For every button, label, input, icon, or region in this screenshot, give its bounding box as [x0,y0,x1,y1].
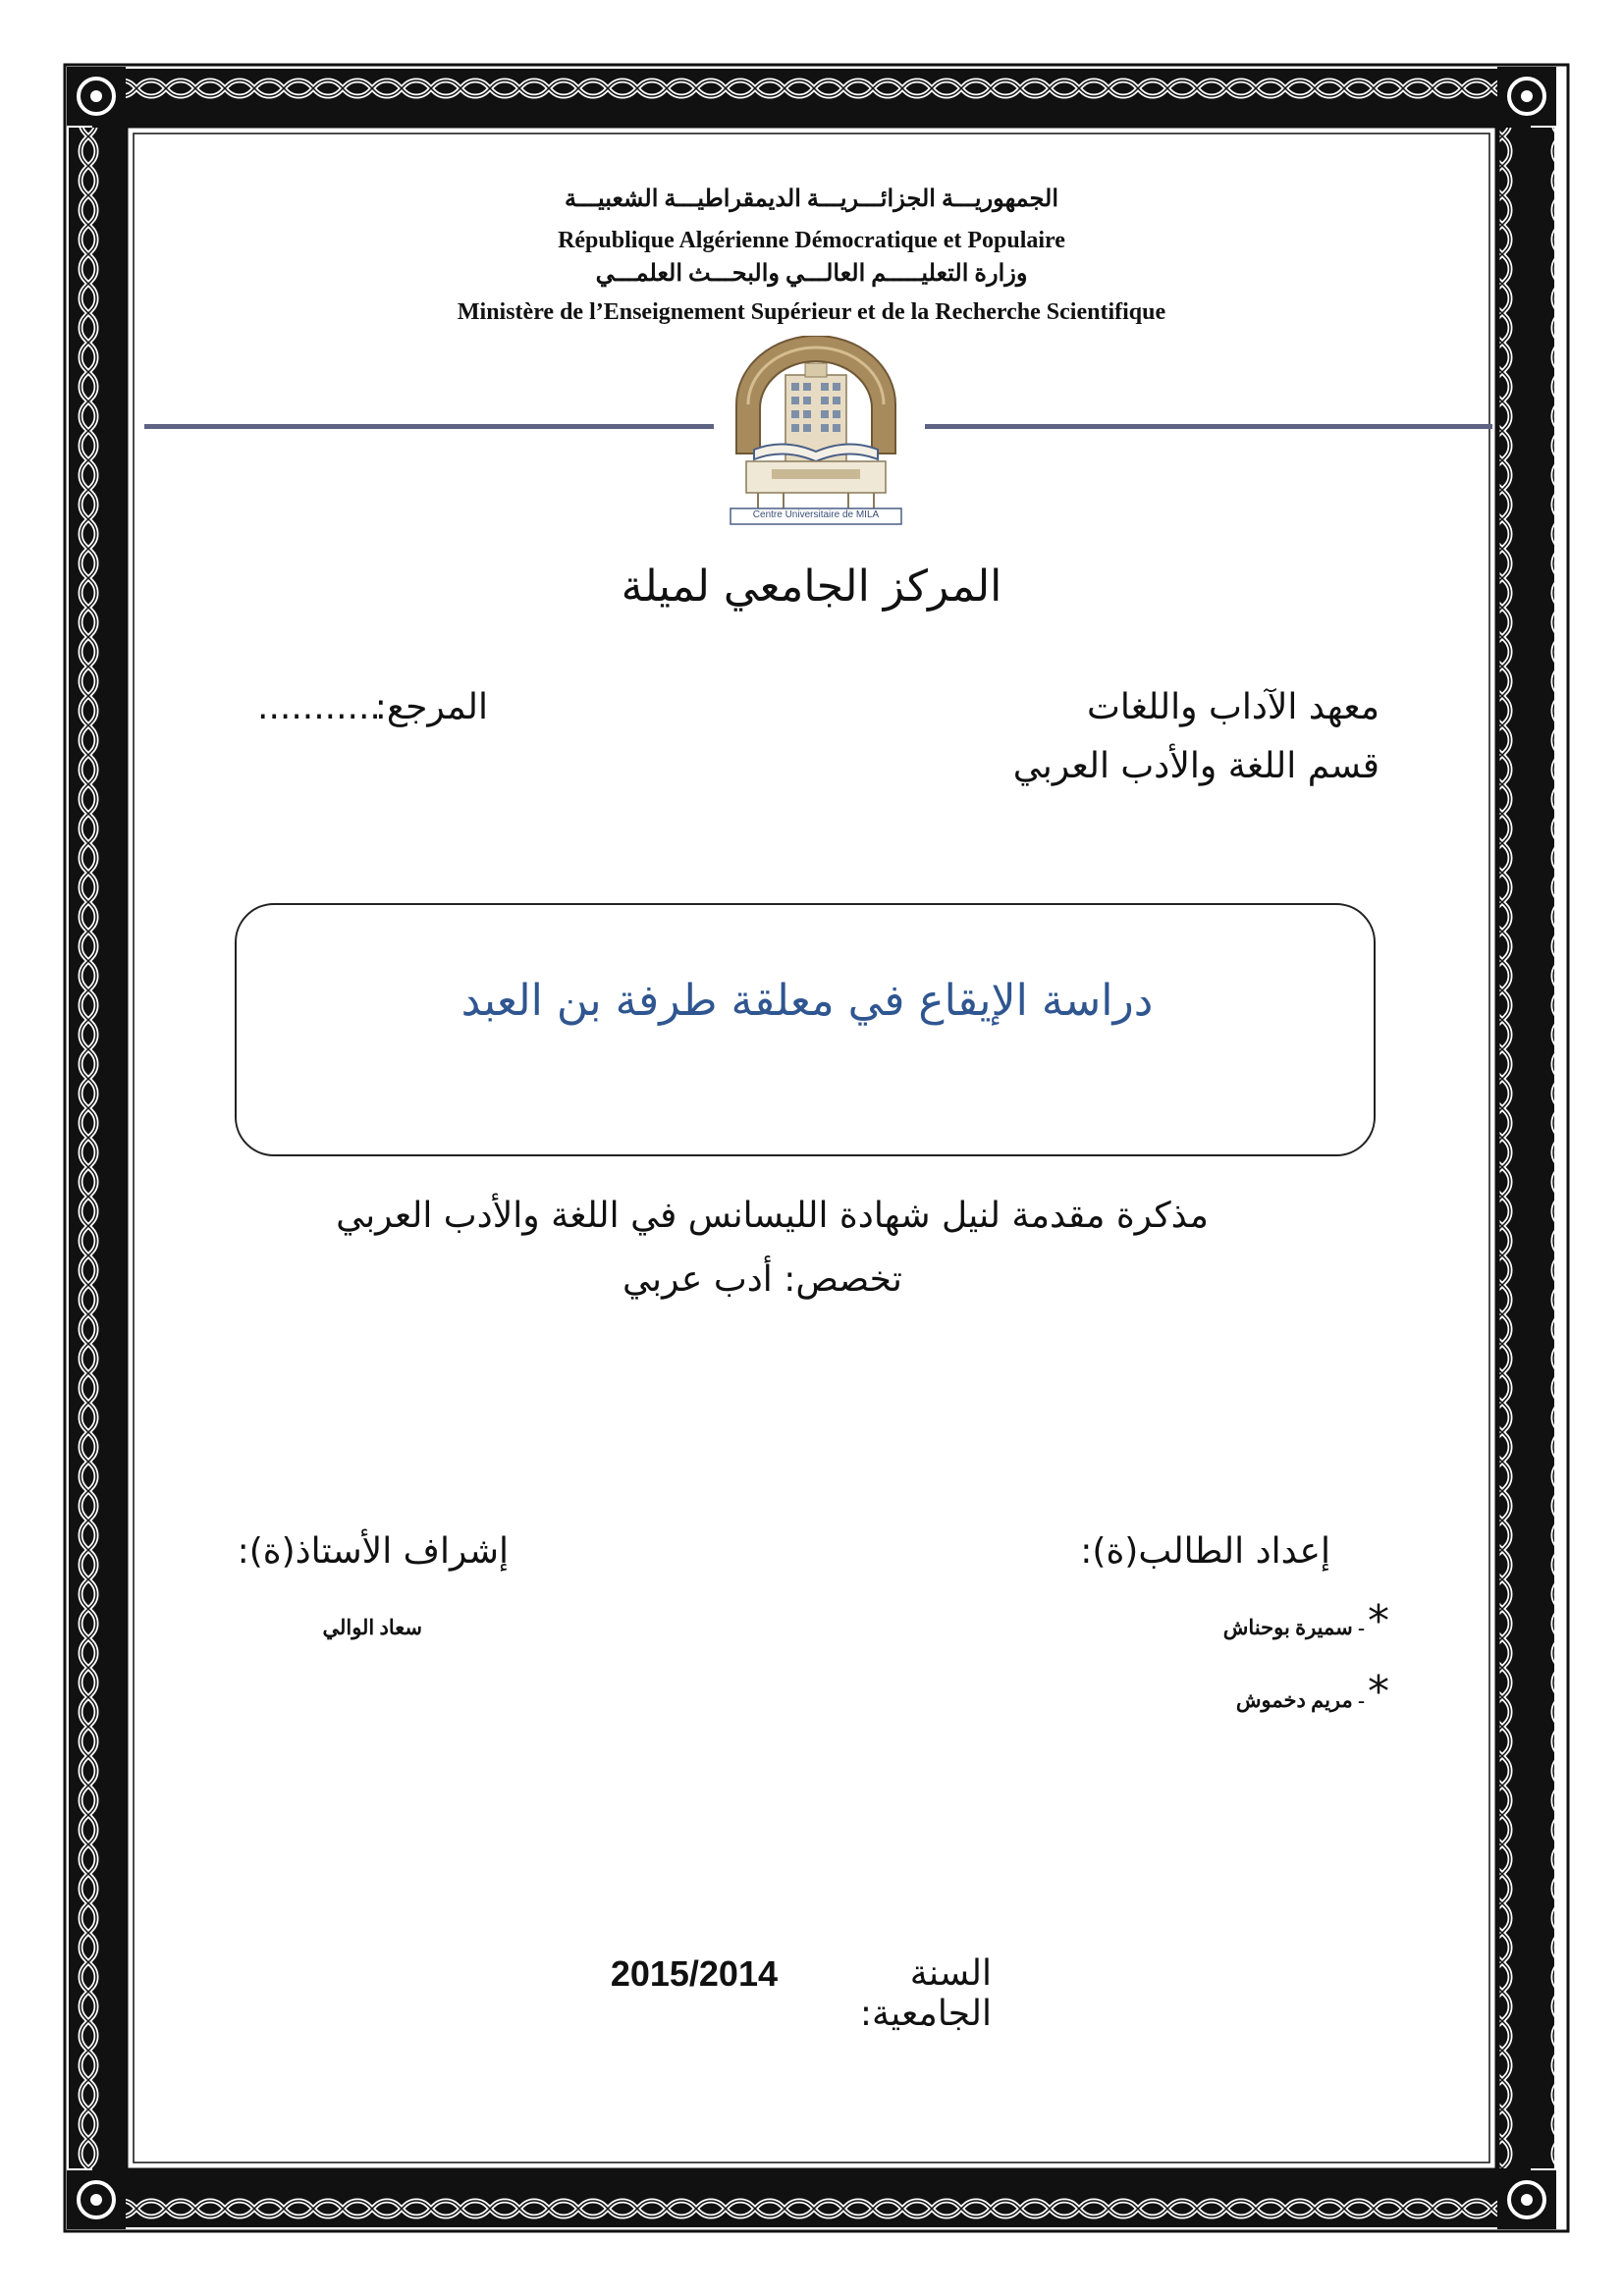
logo-caption: Centre Universitaire de MILA [752,509,880,520]
supervisor-label: إشراف الأستاذ(ة): [237,1531,509,1572]
republic-arabic: الجمهوريـــة الجزائـــريـــة الديمقراطيـــة الشعبيـــة [565,187,1058,212]
bullet-star-icon: * [1368,1596,1389,1646]
center-name: المركز الجامعي لميلة [621,561,1002,612]
student-name: - مريم دخموش [1235,1688,1365,1712]
ministry-french: Ministère de l’Enseignement Supérieur et de la Recherche Scientifique [457,299,1166,325]
academic-year-label: السنة الجامعية: [859,1953,992,2034]
republic-french: République Algérienne Démocratique et Populaire [558,228,1065,253]
ministry-arabic: وزارة التعليـــــم العالـــي والبحـــث العلمـــي [595,261,1028,287]
reference-value: ........... [257,687,381,727]
department-name: قسم اللغة والأدب العربي [1012,746,1380,786]
bullet-star-icon: * [1368,1667,1389,1717]
university-logo [725,336,907,526]
institute-name: معهد الآداب واللغات [1087,687,1380,727]
student-name: - سميرة بوحناش [1222,1616,1365,1639]
degree-line: مذكرة مقدمة لنيل شهادة الليسانس في اللغة والأدب العربي [336,1196,1209,1236]
academic-year-value: 2015/2014 [610,1953,778,1994]
supervisor-name: سعاد الوالي [322,1616,422,1639]
header-rule-right [925,424,1492,429]
reference-label: المرجع: [374,687,488,727]
thesis-title: دراسة الإيقاع في معلقة طرفة بن العبد [460,976,1154,1026]
thesis-title-box [235,903,1376,1156]
students-label: إعداد الطالب(ة): [1080,1531,1330,1572]
specialty-line: تخصص: أدب عربي [622,1259,902,1300]
header-rule-left [144,424,714,429]
